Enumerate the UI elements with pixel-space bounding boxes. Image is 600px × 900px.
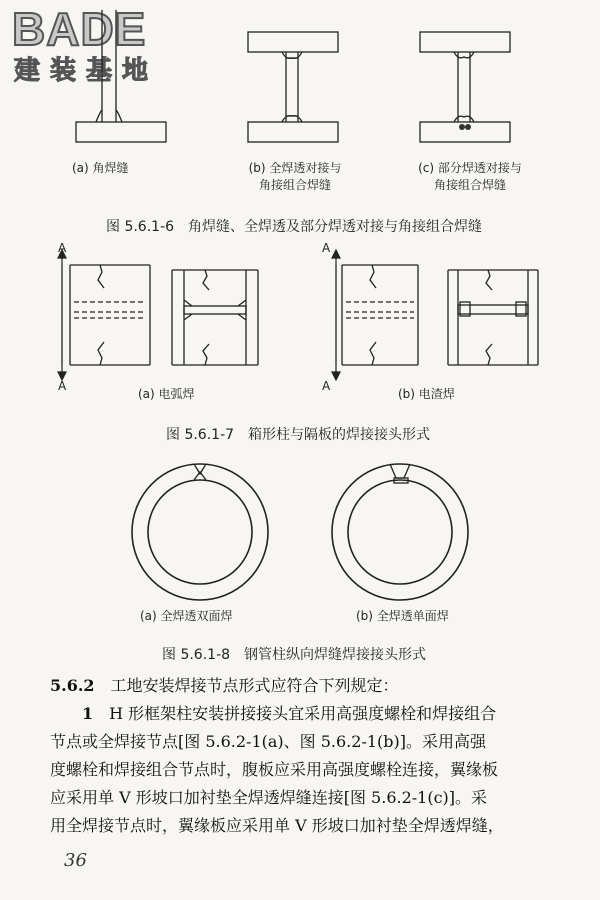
section-label: A: [58, 241, 67, 255]
section-label: A: [322, 241, 331, 255]
electroslag-section-drawing: [336, 265, 418, 365]
subcaption-line: 角接组合焊缝: [433, 178, 506, 192]
watermark-logo: BADE: [12, 3, 147, 55]
subcaption-line: 角接组合焊缝: [258, 178, 331, 192]
section-title: 工地安装焊接节点形式应符合下列规定：: [94, 676, 399, 695]
body-line-2: 节点或全焊接节点[图 5.6.2-1(a)、图 5.6.2-1(b)]。采用高强: [50, 732, 487, 751]
section-label: A: [322, 379, 331, 393]
arc-weld-section-drawing: [62, 265, 150, 365]
section-arrow-icon: [332, 250, 340, 258]
figure3-subcaption-a: (a) 全焊透双面焊: [140, 609, 233, 623]
figure2-subcaption-a: (a) 电弧焊: [138, 387, 195, 401]
figure1-subcaption-a: [72, 160, 172, 177]
body-text: H 形框架柱安装拼接接头宜采用高强度螺栓和焊接组合: [93, 704, 497, 723]
section-label: A: [58, 379, 67, 393]
body-line-5: 用全焊接节点时，翼缘板应采用单 V 形坡口加衬垫全焊透焊缝，: [50, 816, 504, 835]
subcaption-line: (a) 角焊缝: [72, 161, 129, 175]
body-line-3: 度螺栓和焊接组合节点时，腹板应采用高强度螺栓连接，翼缘板: [50, 760, 499, 779]
section-arrow-icon: [332, 372, 340, 380]
figure1-subcaption-c: [410, 160, 530, 194]
page-number: 36: [64, 850, 87, 871]
figure1-subcaption-b: [240, 160, 350, 194]
figure2-subcaption-b: (b) 电渣焊: [398, 387, 455, 401]
electroslag-elevation-drawing: [448, 270, 538, 365]
section-number: 5.6.2: [50, 676, 95, 695]
partial-penetration-weld-drawing: [420, 32, 510, 142]
figure3-caption: 图 5.6.1-8 钢管柱纵向焊缝焊接接头形式: [162, 647, 427, 663]
figure3-subcaption-b: (b) 全焊透单面焊: [356, 609, 449, 623]
arc-weld-elevation-drawing: [172, 270, 258, 365]
section-heading-line: [50, 672, 560, 700]
item-number: 1: [82, 704, 94, 723]
watermark-subtitle: 建装基地: [14, 56, 159, 86]
figure1-caption: 图 5.6.1-6 角焊缝、全焊透及部分焊透对接与角接组合焊缝: [106, 219, 483, 235]
subcaption-line: (c) 部分焊透对接与: [418, 161, 522, 175]
body-line-4: 应采用单 V 形坡口加衬垫全焊透焊缝连接[图 5.6.2-1(c)]。采: [50, 788, 488, 807]
subcaption-line: (b) 全焊透对接与: [248, 161, 342, 175]
figure2-caption: 图 5.6.1-7 箱形柱与隔板的焊接接头形式: [166, 427, 431, 443]
fillet-weld-drawing: [76, 10, 166, 142]
single-side-weld-ring-drawing: [332, 464, 468, 600]
full-penetration-weld-drawing: [248, 32, 338, 142]
double-side-weld-ring-drawing: [132, 464, 268, 600]
body-line-1: [82, 700, 592, 728]
